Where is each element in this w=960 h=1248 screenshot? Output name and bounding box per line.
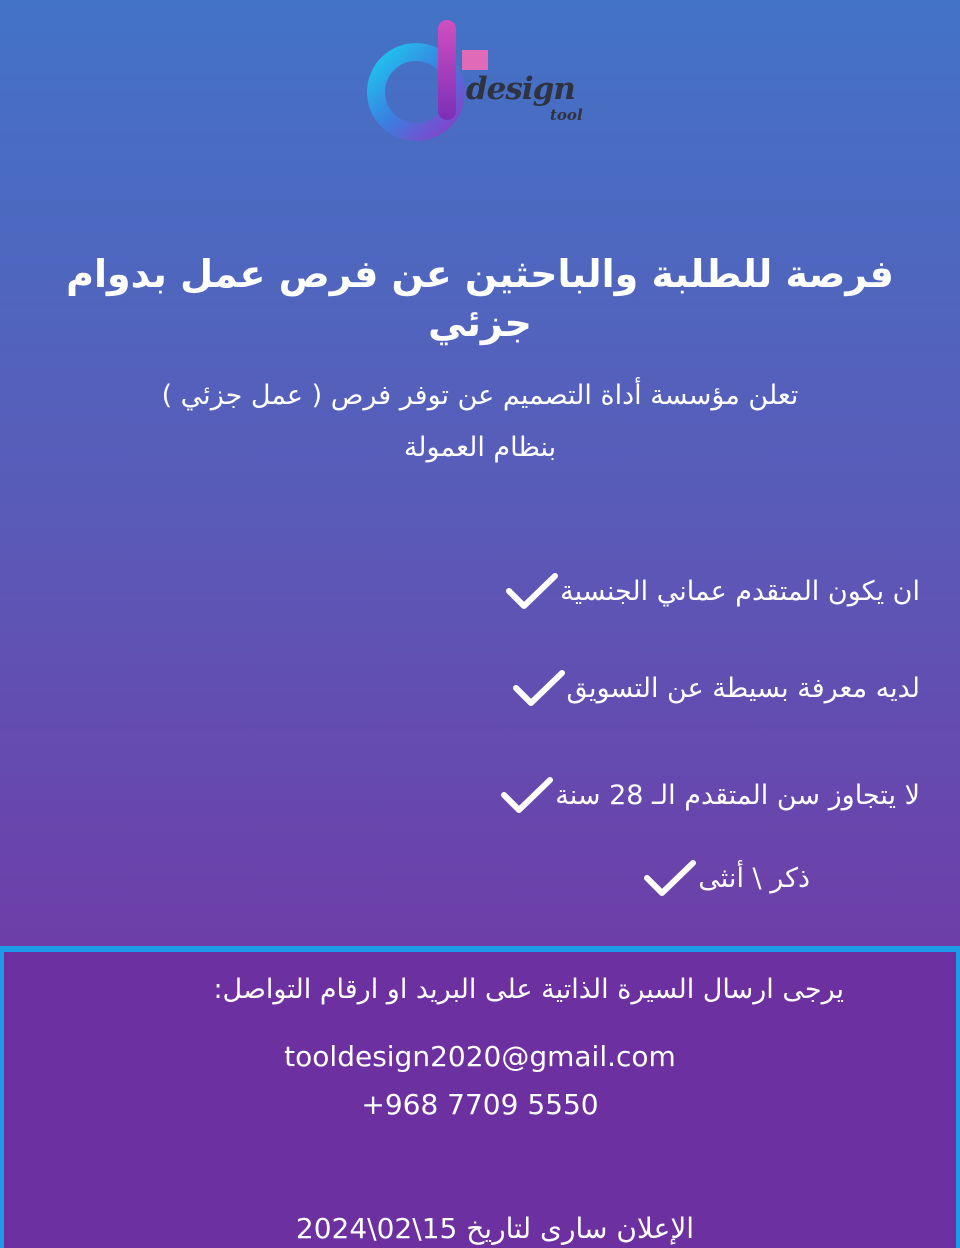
check-icon	[511, 668, 567, 708]
check-icon	[642, 858, 698, 898]
headline: فرصة للطلبة والباحثين عن فرص عمل بدوام جزئي	[66, 252, 894, 346]
intro-line-2: بنظام العمولة	[403, 432, 557, 463]
requirement-item	[473, 770, 920, 820]
requirement-text: لديه معرفة بسيطة عن التسويق	[566, 672, 920, 704]
logo-sub: tool	[550, 106, 583, 124]
contact-panel	[0, 946, 960, 1248]
requirement-text: لا يتجاوز سن المتقدم الـ 28 سنة	[555, 779, 920, 811]
requirement-text: ان يكون المتقدم عماني الجنسية	[560, 575, 920, 607]
check-icon	[499, 775, 555, 815]
intro-line-1: تعلن مؤسسة أداة التصميم عن توفر فرص ( عمل جزئي )	[161, 380, 799, 411]
design-tool-logo	[366, 16, 586, 142]
validity-date: الإعلان سارى لتاريخ 15\02\2024	[295, 1212, 695, 1245]
requirement-item	[616, 853, 920, 903]
logo-word: design	[466, 71, 575, 107]
contact-phone[interactable]: +968 7709 5550	[361, 1088, 599, 1121]
requirement-text: ذكر \ أنثى	[698, 862, 810, 894]
contact-email[interactable]: tooldesign2020@gmail.com	[284, 1040, 676, 1073]
intro-text	[100, 370, 860, 474]
contact-instructions: يرجى ارسال السيرة الذاتية على البريد او ارقام التواصل:	[213, 974, 844, 1005]
requirement-item	[485, 663, 920, 713]
check-icon	[504, 571, 560, 611]
requirement-item	[478, 566, 920, 616]
